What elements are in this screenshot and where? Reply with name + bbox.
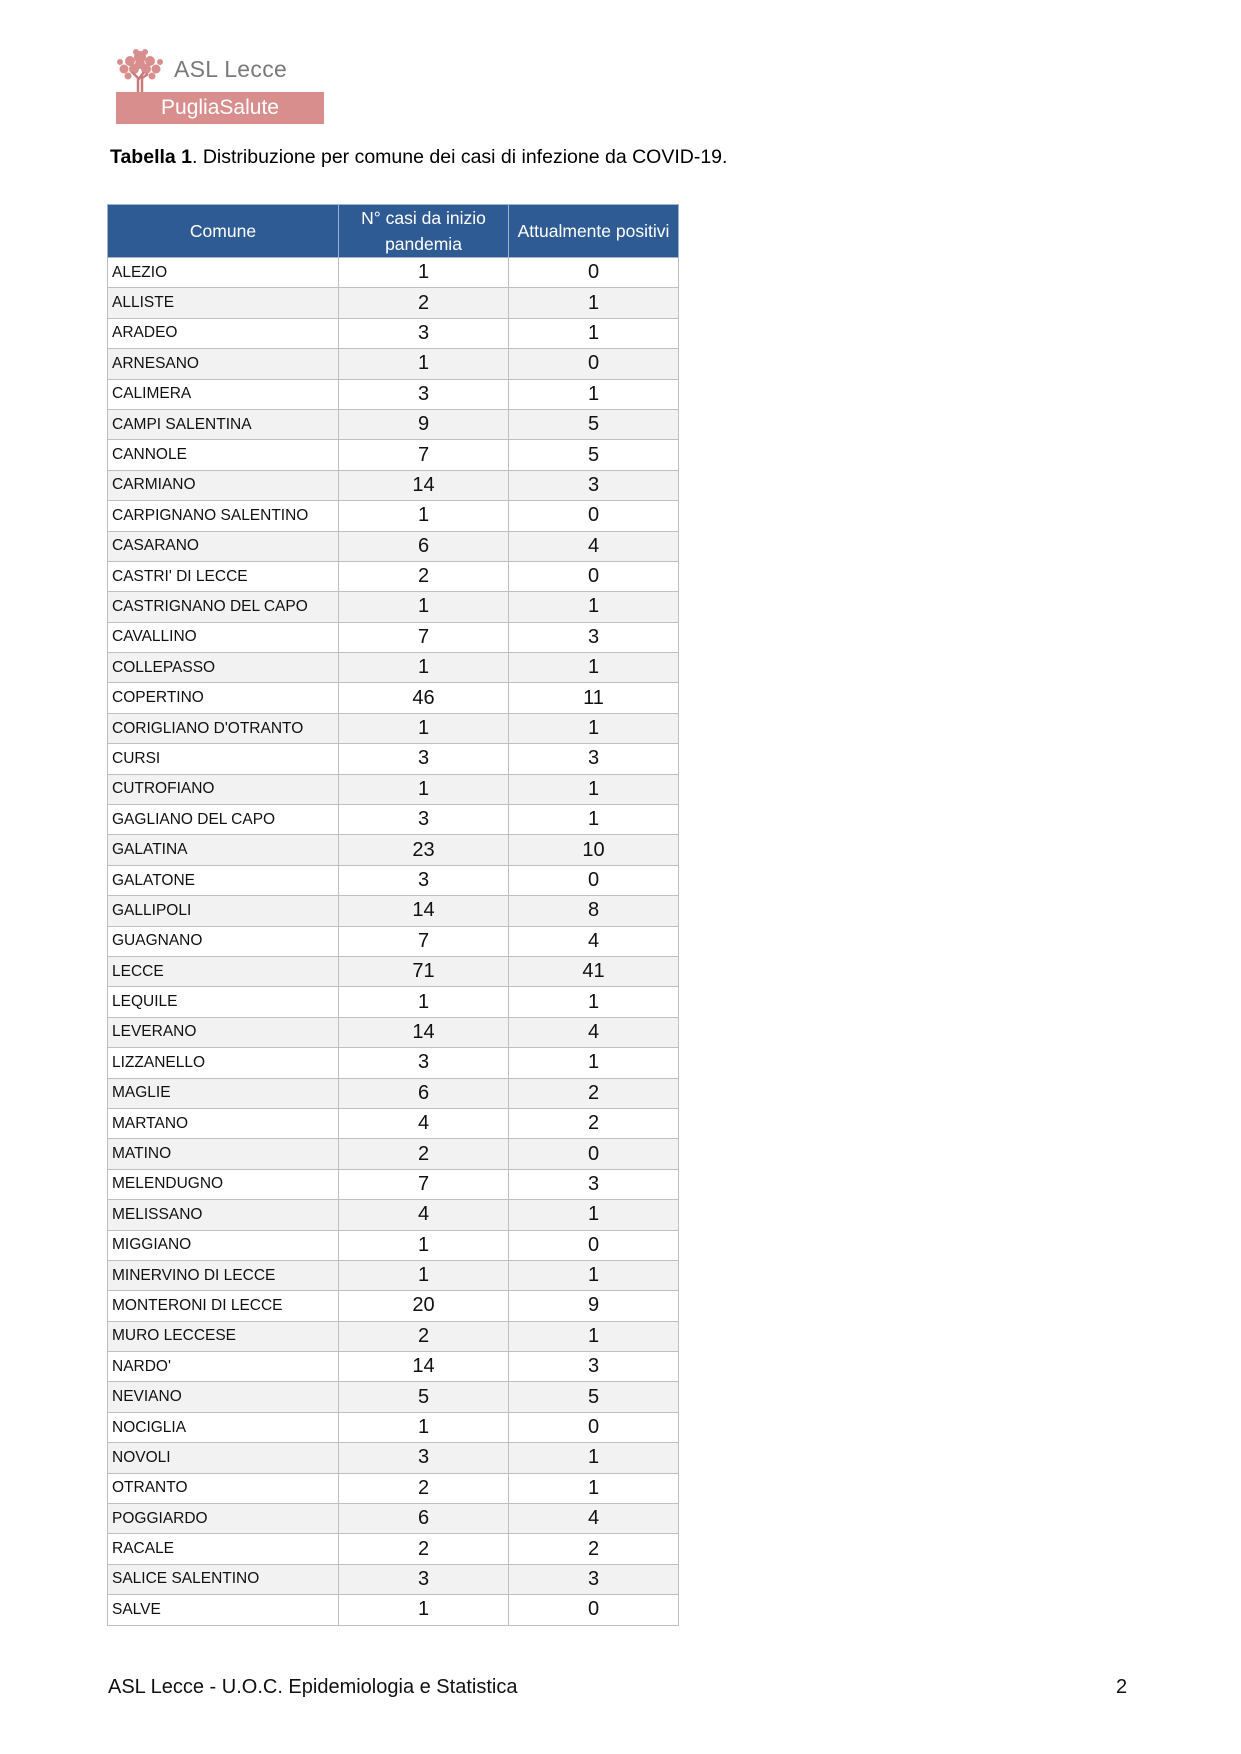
cell-total-cases: 2 — [339, 288, 509, 318]
table-row — [108, 1108, 679, 1138]
cell-total-cases: 6 — [339, 1504, 509, 1534]
cell-currently-positive: 11 — [509, 683, 679, 713]
table-row — [108, 805, 679, 835]
table-body — [108, 258, 679, 1626]
cell-total-cases: 2 — [339, 1473, 509, 1503]
cell-total-cases: 3 — [339, 1443, 509, 1473]
cell-comune: MURO LECCESE — [108, 1321, 339, 1351]
cell-currently-positive: 10 — [509, 835, 679, 865]
cell-currently-positive: 5 — [509, 409, 679, 439]
cell-currently-positive: 3 — [509, 1169, 679, 1199]
cell-total-cases: 6 — [339, 531, 509, 561]
cell-total-cases: 3 — [339, 744, 509, 774]
cell-comune: CARMIANO — [108, 470, 339, 500]
cell-total-cases: 3 — [339, 805, 509, 835]
cell-total-cases: 1 — [339, 592, 509, 622]
cell-comune: MONTERONI DI LECCE — [108, 1291, 339, 1321]
cell-total-cases: 46 — [339, 683, 509, 713]
cell-total-cases: 20 — [339, 1291, 509, 1321]
table-row — [108, 1412, 679, 1442]
cell-comune: LEQUILE — [108, 987, 339, 1017]
cell-currently-positive: 3 — [509, 470, 679, 500]
cell-comune: ALEZIO — [108, 258, 339, 288]
table-row — [108, 835, 679, 865]
table-row — [108, 744, 679, 774]
cell-total-cases: 1 — [339, 1260, 509, 1290]
asl-lecce-logo — [116, 48, 324, 124]
cell-total-cases: 4 — [339, 1200, 509, 1230]
table-row — [108, 531, 679, 561]
header-comune: Comune — [108, 205, 339, 258]
cell-currently-positive: 4 — [509, 926, 679, 956]
cell-comune: GALATONE — [108, 865, 339, 895]
table-row — [108, 1382, 679, 1412]
cell-comune: CANNOLE — [108, 440, 339, 470]
cell-total-cases: 14 — [339, 1017, 509, 1047]
logo-line-1: ASL Lecce — [174, 56, 288, 82]
cell-currently-positive: 2 — [509, 1078, 679, 1108]
table-row — [108, 1534, 679, 1564]
table-row — [108, 774, 679, 804]
cell-comune: MELISSANO — [108, 1200, 339, 1230]
table-header-row — [108, 205, 679, 258]
cell-total-cases: 7 — [339, 440, 509, 470]
table-row — [108, 1260, 679, 1290]
cell-currently-positive: 2 — [509, 1534, 679, 1564]
table-row — [108, 379, 679, 409]
cell-total-cases: 1 — [339, 258, 509, 288]
cell-comune: MIGGIANO — [108, 1230, 339, 1260]
table-row — [108, 258, 679, 288]
cell-currently-positive: 1 — [509, 1048, 679, 1078]
cell-currently-positive: 41 — [509, 956, 679, 986]
cell-total-cases: 7 — [339, 1169, 509, 1199]
table-row — [108, 501, 679, 531]
cell-currently-positive: 9 — [509, 1291, 679, 1321]
cell-total-cases: 4 — [339, 1108, 509, 1138]
cell-comune: CARPIGNANO SALENTINO — [108, 501, 339, 531]
cell-currently-positive: 4 — [509, 1017, 679, 1047]
cell-total-cases: 3 — [339, 1048, 509, 1078]
cell-total-cases: 1 — [339, 501, 509, 531]
table-row — [108, 349, 679, 379]
cell-comune: POGGIARDO — [108, 1504, 339, 1534]
cell-comune: GUAGNANO — [108, 926, 339, 956]
table-row — [108, 622, 679, 652]
table-row — [108, 956, 679, 986]
caption-text: . Distribuzione per comune dei casi di infezione da COVID-19. — [192, 146, 728, 168]
cell-currently-positive: 4 — [509, 1504, 679, 1534]
cell-currently-positive: 3 — [509, 744, 679, 774]
cell-comune: OTRANTO — [108, 1473, 339, 1503]
cell-total-cases: 7 — [339, 622, 509, 652]
header-total-cases: N° casi da inizio pandemia — [339, 205, 509, 258]
table-row — [108, 1230, 679, 1260]
cell-comune: CUTROFIANO — [108, 774, 339, 804]
cell-currently-positive: 1 — [509, 592, 679, 622]
cell-currently-positive: 0 — [509, 1139, 679, 1169]
cell-total-cases: 1 — [339, 713, 509, 743]
cell-total-cases: 1 — [339, 1230, 509, 1260]
cell-currently-positive: 2 — [509, 1108, 679, 1138]
cell-total-cases: 1 — [339, 1595, 509, 1625]
cell-comune: MAGLIE — [108, 1078, 339, 1108]
cell-comune: NARDO' — [108, 1352, 339, 1382]
cell-comune: MATINO — [108, 1139, 339, 1169]
cell-comune: SALVE — [108, 1595, 339, 1625]
cell-comune: CASARANO — [108, 531, 339, 561]
cell-comune: LECCE — [108, 956, 339, 986]
cell-total-cases: 14 — [339, 896, 509, 926]
logo-line-2: PugliaSalute — [116, 92, 324, 124]
cell-comune: RACALE — [108, 1534, 339, 1564]
tree-logo-icon — [116, 48, 164, 94]
cell-total-cases: 9 — [339, 409, 509, 439]
table-row — [108, 1291, 679, 1321]
cell-total-cases: 2 — [339, 1321, 509, 1351]
cell-comune: CURSI — [108, 744, 339, 774]
cell-currently-positive: 1 — [509, 987, 679, 1017]
table-caption — [110, 146, 727, 169]
cell-currently-positive: 0 — [509, 349, 679, 379]
cell-total-cases: 14 — [339, 470, 509, 500]
cell-total-cases: 2 — [339, 561, 509, 591]
cell-total-cases: 1 — [339, 349, 509, 379]
cell-currently-positive: 3 — [509, 1352, 679, 1382]
table-row — [108, 1048, 679, 1078]
cell-currently-positive: 4 — [509, 531, 679, 561]
table-row — [108, 1078, 679, 1108]
cell-total-cases: 14 — [339, 1352, 509, 1382]
cell-comune: ARNESANO — [108, 349, 339, 379]
cell-currently-positive: 3 — [509, 1564, 679, 1594]
cell-currently-positive: 1 — [509, 774, 679, 804]
table-row — [108, 713, 679, 743]
cell-currently-positive: 0 — [509, 1412, 679, 1442]
table-row — [108, 561, 679, 591]
cell-comune: SALICE SALENTINO — [108, 1564, 339, 1594]
cell-comune: CAMPI SALENTINA — [108, 409, 339, 439]
table-row — [108, 1321, 679, 1351]
footer-text: ASL Lecce - U.O.C. Epidemiologia e Statistica — [108, 1676, 518, 1698]
cell-comune: COPERTINO — [108, 683, 339, 713]
cell-currently-positive: 0 — [509, 865, 679, 895]
cell-comune: GAGLIANO DEL CAPO — [108, 805, 339, 835]
cell-currently-positive: 1 — [509, 379, 679, 409]
cell-comune: GALLIPOLI — [108, 896, 339, 926]
cell-currently-positive: 5 — [509, 440, 679, 470]
table-row — [108, 1017, 679, 1047]
cell-currently-positive: 8 — [509, 896, 679, 926]
cell-comune: ARADEO — [108, 318, 339, 348]
cell-comune: CORIGLIANO D'OTRANTO — [108, 713, 339, 743]
table-row — [108, 1200, 679, 1230]
cell-total-cases: 1 — [339, 987, 509, 1017]
cell-comune: NEVIANO — [108, 1382, 339, 1412]
table-row — [108, 987, 679, 1017]
cell-total-cases: 2 — [339, 1534, 509, 1564]
cell-comune: MARTANO — [108, 1108, 339, 1138]
table-row — [108, 865, 679, 895]
caption-label: Tabella 1 — [110, 146, 193, 168]
table-row — [108, 1139, 679, 1169]
cell-comune: GALATINA — [108, 835, 339, 865]
cell-currently-positive: 3 — [509, 622, 679, 652]
cell-currently-positive: 1 — [509, 1260, 679, 1290]
table-row — [108, 440, 679, 470]
cell-currently-positive: 1 — [509, 805, 679, 835]
cell-currently-positive: 0 — [509, 561, 679, 591]
cell-currently-positive: 1 — [509, 653, 679, 683]
table-row — [108, 1564, 679, 1594]
table-row — [108, 1473, 679, 1503]
cell-comune: LIZZANELLO — [108, 1048, 339, 1078]
cell-currently-positive: 0 — [509, 1595, 679, 1625]
cell-total-cases: 1 — [339, 774, 509, 804]
cell-comune: MINERVINO DI LECCE — [108, 1260, 339, 1290]
cell-comune: LEVERANO — [108, 1017, 339, 1047]
table-row — [108, 409, 679, 439]
cell-comune: ALLISTE — [108, 288, 339, 318]
covid-cases-table — [107, 204, 679, 1626]
cell-currently-positive: 5 — [509, 1382, 679, 1412]
cell-total-cases: 3 — [339, 379, 509, 409]
cell-total-cases: 1 — [339, 653, 509, 683]
cell-total-cases: 5 — [339, 1382, 509, 1412]
table-row — [108, 1443, 679, 1473]
header-currently-positive: Attualmente positivi — [509, 205, 679, 258]
cell-total-cases: 7 — [339, 926, 509, 956]
table-row — [108, 926, 679, 956]
cell-currently-positive: 0 — [509, 1230, 679, 1260]
table-row — [108, 896, 679, 926]
cell-comune: MELENDUGNO — [108, 1169, 339, 1199]
cell-total-cases: 3 — [339, 865, 509, 895]
cell-currently-positive: 1 — [509, 713, 679, 743]
cell-comune: CAVALLINO — [108, 622, 339, 652]
cell-total-cases: 6 — [339, 1078, 509, 1108]
cell-currently-positive: 1 — [509, 1473, 679, 1503]
table-row — [108, 1352, 679, 1382]
cell-currently-positive: 0 — [509, 501, 679, 531]
table-row — [108, 1595, 679, 1625]
table-row — [108, 592, 679, 622]
cell-currently-positive: 1 — [509, 1443, 679, 1473]
cell-currently-positive: 1 — [509, 1321, 679, 1351]
cell-comune: CASTRIGNANO DEL CAPO — [108, 592, 339, 622]
cell-total-cases: 1 — [339, 1412, 509, 1442]
table-row — [108, 683, 679, 713]
cell-total-cases: 23 — [339, 835, 509, 865]
table-row — [108, 288, 679, 318]
cell-comune: NOCIGLIA — [108, 1412, 339, 1442]
cell-total-cases: 71 — [339, 956, 509, 986]
cell-comune: CASTRI' DI LECCE — [108, 561, 339, 591]
cell-total-cases: 3 — [339, 318, 509, 348]
cell-comune: COLLEPASSO — [108, 653, 339, 683]
table-row — [108, 653, 679, 683]
table-row — [108, 1169, 679, 1199]
cell-currently-positive: 1 — [509, 1200, 679, 1230]
cell-total-cases: 3 — [339, 1564, 509, 1594]
cell-currently-positive: 1 — [509, 288, 679, 318]
table-row — [108, 318, 679, 348]
page-number: 2 — [1116, 1676, 1128, 1698]
table-row — [108, 1504, 679, 1534]
cell-comune: CALIMERA — [108, 379, 339, 409]
cell-comune: NOVOLI — [108, 1443, 339, 1473]
cell-currently-positive: 1 — [509, 318, 679, 348]
cell-currently-positive: 0 — [509, 258, 679, 288]
cell-total-cases: 2 — [339, 1139, 509, 1169]
table-row — [108, 470, 679, 500]
